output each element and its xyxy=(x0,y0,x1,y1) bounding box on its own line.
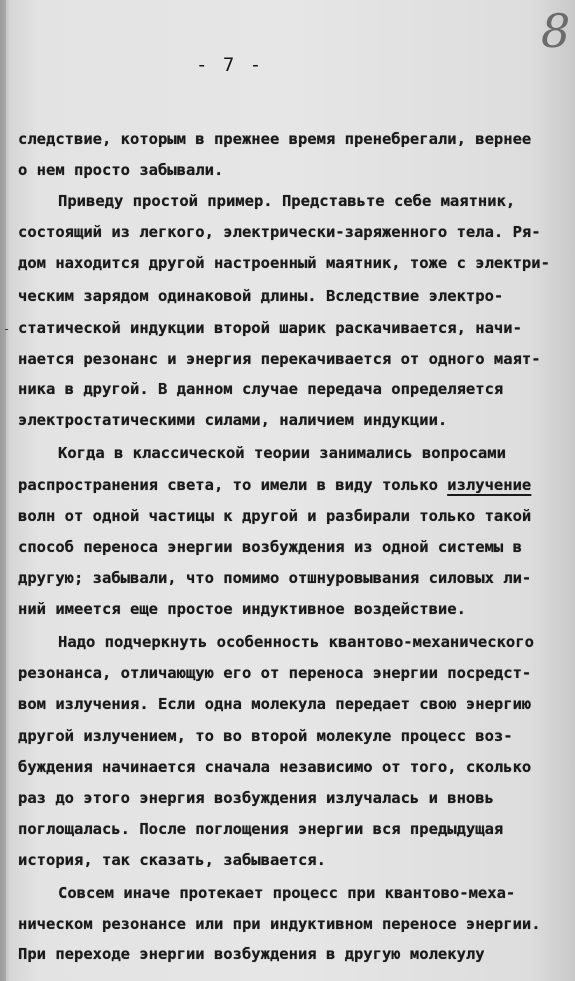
text-line: электростатическими силами, наличием индукции. xyxy=(18,411,448,429)
text-line: способ переноса энергии возбуждения из одной системы в xyxy=(18,538,522,556)
text-line: о нем просто забывали. xyxy=(18,161,224,179)
text-line: другой излучением, то во второй молекуле процесс воз- xyxy=(18,727,513,745)
underlined-word: излучение xyxy=(447,476,532,494)
handwritten-page-mark: 8 xyxy=(541,4,571,58)
text-line: раз до этого энергия возбуждения излучалась и вновь xyxy=(18,789,494,807)
text-line: буждения начинается сначала независимо от того, сколько xyxy=(18,758,532,776)
text-line: волн от одной частицы к другой и разбирали только такой xyxy=(18,507,532,525)
text-line: статической индукции второй шарик раскачивается, начи- xyxy=(18,319,522,337)
text-line: состоящий из легкого, электрически-заряженного тела. Ря- xyxy=(18,223,541,241)
text-line: следствие, которым в прежнее время пренебрегали, вернее xyxy=(18,130,532,148)
text-line: поглощалась. После поглощения энергии вся предыдущая xyxy=(18,820,504,838)
text-line: При переходе энергии возбуждения в другую молекулу xyxy=(18,945,485,963)
text-line: ний имеется еще простое индуктивное воздействие. xyxy=(18,600,466,618)
text-line: дом находится другой настроенный маятник, тоже с электри- xyxy=(18,254,550,272)
text-line: ческим зарядом одинаковой длины. Вследствие электро- xyxy=(18,287,504,305)
text-line: нается резонанс и энергия перекачивается от одного маят- xyxy=(18,350,541,368)
paragraph-start-line: Приведу простой пример. Представьте себе маятник, xyxy=(58,192,516,210)
text-line: ническом резонансе или при индуктивном переносе энергии. xyxy=(18,915,541,933)
text-line xyxy=(18,478,531,494)
margin-mark: - xyxy=(3,322,11,336)
text-segment: распространения света, то имели в виду только xyxy=(18,476,448,494)
paragraph-start-line: Совсем иначе протекает процесс при квантово-меха- xyxy=(58,884,516,902)
text-line: резонанса, отличающую его от переноса энергии посредст- xyxy=(18,664,532,682)
text-line: другую; забывали, что помимо отшнуровывания силовых ли- xyxy=(18,569,532,587)
text-line: история, так сказать, забывается. xyxy=(18,851,326,869)
paragraph-start-line: Когда в классической теории занимались вопросами xyxy=(58,444,506,462)
text-line: вом излучения. Если одна молекула передает свою энергию xyxy=(18,695,532,713)
page-number: - 7 - xyxy=(196,54,264,76)
paragraph-start-line: Надо подчеркнуть особенность квантово-механического xyxy=(58,633,534,651)
text-line: ника в другой. В данном случае передача определяется xyxy=(18,380,504,398)
